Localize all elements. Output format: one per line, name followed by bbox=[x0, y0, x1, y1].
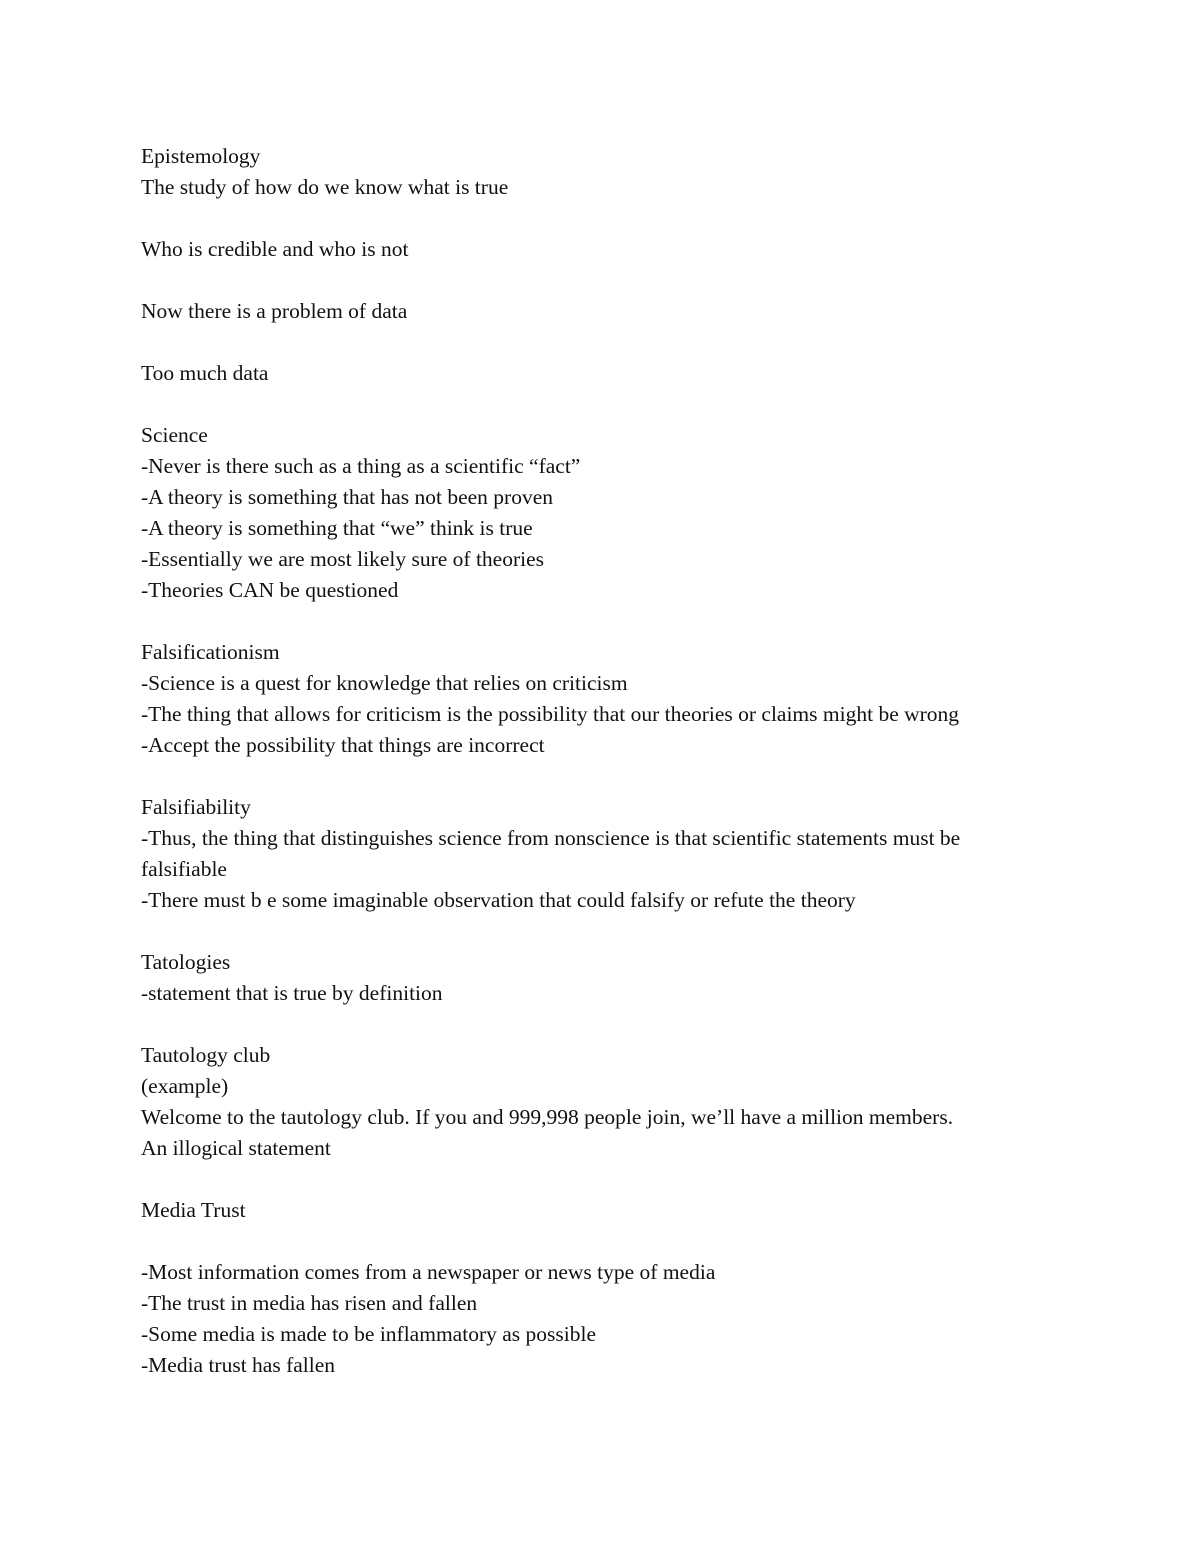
section-falsificationism bbox=[141, 637, 1141, 761]
text-line: -A theory is something that has not been proven bbox=[141, 485, 554, 509]
section-media-trust-notes bbox=[141, 1257, 1141, 1381]
text-line: (example) bbox=[141, 1074, 229, 1098]
section-data-problem bbox=[141, 296, 1141, 327]
text-line: -Accept the possibility that things are incorrect bbox=[141, 733, 545, 757]
text-line: The study of how do we know what is true bbox=[141, 175, 509, 199]
text-line: -Thus, the thing that distinguishes science from nonscience is that scientific statements must be bbox=[141, 826, 961, 850]
text-line: -Media trust has fallen bbox=[141, 1353, 336, 1377]
section-epistemology bbox=[141, 141, 1141, 203]
section-media-trust bbox=[141, 1195, 1141, 1226]
text-line: -The trust in media has risen and fallen bbox=[141, 1291, 478, 1315]
text-line: -Never is there such as a thing as a scientific “fact” bbox=[141, 454, 581, 478]
section-heading: Media Trust bbox=[141, 1198, 246, 1222]
section-falsifiability bbox=[141, 792, 1141, 916]
text-line: -The thing that allows for criticism is the possibility that our theories or claims might be wrong bbox=[141, 702, 960, 726]
section-heading: Tatologies bbox=[141, 950, 231, 974]
blank-line bbox=[141, 1226, 1141, 1257]
section-heading: Falsificationism bbox=[141, 640, 280, 664]
text-line: -Most information comes from a newspaper or news type of media bbox=[141, 1260, 716, 1284]
section-tatologies bbox=[141, 947, 1141, 1009]
text-line: An illogical statement bbox=[141, 1136, 331, 1160]
section-heading: Now there is a problem of data bbox=[141, 299, 408, 323]
blank-line bbox=[141, 761, 1141, 792]
text-line: -Essentially we are most likely sure of theories bbox=[141, 547, 545, 571]
blank-line bbox=[141, 1164, 1141, 1195]
text-line: -Theories CAN be questioned bbox=[141, 578, 399, 602]
blank-line bbox=[141, 203, 1141, 234]
section-heading: Tautology club bbox=[141, 1043, 271, 1067]
text-line: -statement that is true by definition bbox=[141, 981, 443, 1005]
section-tautology-club bbox=[141, 1040, 1141, 1164]
text-line: Welcome to the tautology club. If you and 999,998 people join, we’ll have a million members. bbox=[141, 1105, 954, 1129]
text-line: -Some media is made to be inflammatory as possible bbox=[141, 1322, 596, 1346]
section-credibility bbox=[141, 234, 1141, 265]
section-heading: Who is credible and who is not bbox=[141, 237, 409, 261]
section-science bbox=[141, 420, 1141, 606]
text-line: -A theory is something that “we” think is true bbox=[141, 516, 533, 540]
text-line: falsifiable bbox=[141, 857, 227, 881]
section-too-much-data bbox=[141, 358, 1141, 389]
section-heading: Too much data bbox=[141, 361, 269, 385]
blank-line bbox=[141, 606, 1141, 637]
blank-line bbox=[141, 265, 1141, 296]
document-body bbox=[141, 141, 1141, 1381]
blank-line bbox=[141, 327, 1141, 358]
blank-line bbox=[141, 389, 1141, 420]
text-line: -Science is a quest for knowledge that relies on criticism bbox=[141, 671, 628, 695]
blank-line bbox=[141, 916, 1141, 947]
section-heading: Science bbox=[141, 423, 208, 447]
blank-line bbox=[141, 1009, 1141, 1040]
section-heading: Epistemology bbox=[141, 144, 261, 168]
section-heading: Falsifiability bbox=[141, 795, 251, 819]
text-line: -There must b e some imaginable observation that could falsify or refute the theory bbox=[141, 888, 856, 912]
